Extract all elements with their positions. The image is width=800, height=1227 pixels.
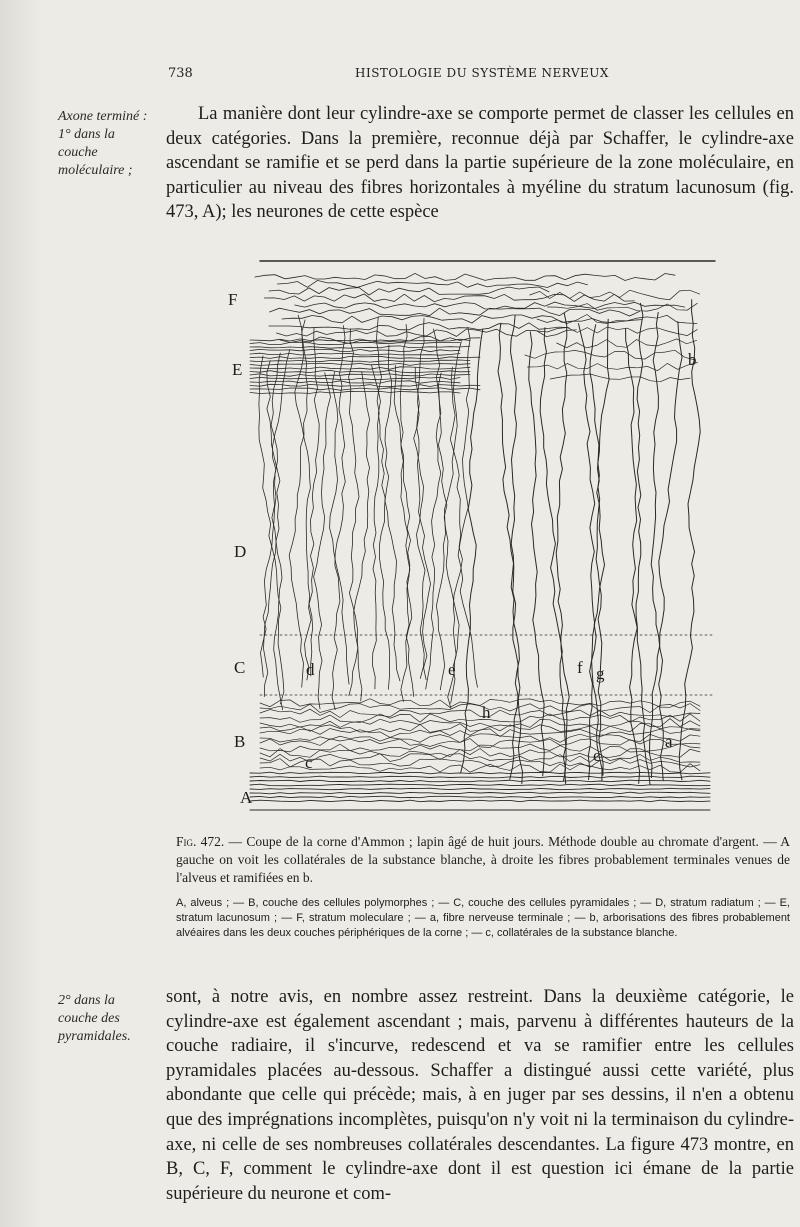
element-label-a: a <box>665 732 673 751</box>
layer-label-f: F <box>228 290 238 309</box>
figure-legend: A, alveus ; — B, couche des cellules polymorphes ; — C, couche des cellules pyramidales ; — D, stratum radiatum ; — E, stratum lacunosum ; — F, stratum moleculare ; — a, fibre nerveuse terminale ; — b, arborisations des fibres probablement alvéaires dans les deux couches périphériques de la corne ; — c, collatérales de la substance blanche. <box>176 897 790 939</box>
element-label-c-right: c <box>593 746 601 765</box>
running-header <box>0 66 800 86</box>
layer-label-d: D <box>234 542 247 561</box>
layer-label-c: C <box>234 658 246 677</box>
element-label-c-left: c <box>305 753 313 772</box>
histology-drawing <box>220 255 725 825</box>
element-label-h: h <box>482 703 491 722</box>
paragraph-1: La manière dont leur cylindre-axe se comporte permet de classer les cellules en deux catégories. Dans la première, reconnue déjà par Schaffer, le cylindre-axe ascendant se ramifie et se perd dans la partie supérieure de la zone moléculaire, en particulier au niveau des fibres horizontales à myéline du stratum lacunosum (fig. 473, A); les neurones de cette espèce <box>166 104 794 223</box>
layer-label-b: B <box>234 732 246 751</box>
element-label-g: g <box>596 664 605 683</box>
margin-note-axone-termine: Axone terminé : 1° dans la couche moléculaire ; <box>58 109 148 178</box>
nerve-fiber-drawing <box>250 261 715 810</box>
margin-note-couche-pyramidales: 2° dans la couche des pyramidales. <box>58 993 131 1044</box>
running-title: HISTOLOGIE DU SYSTÈME NERVEUX <box>355 66 609 80</box>
element-label-f: f <box>577 658 583 677</box>
figure-472 <box>220 255 725 825</box>
layer-label-a: A <box>240 788 253 807</box>
layer-label-e: E <box>232 360 243 379</box>
element-label-d: d <box>306 660 315 679</box>
caption-text: — Coupe de la corne d'Ammon ; lapin âgé de huit jours. Méthode double au chromate d'argent. — A gauche on voit les collatérales de la substance blanche, à droite les fibres probablement terminales venues de l'alveus et ramifiées en b. <box>176 834 790 885</box>
figure-number: Fig. 472. <box>176 834 225 849</box>
page-gutter-shadow <box>0 0 40 1227</box>
paragraph-2: sont, à notre avis, en nombre assez restreint. Dans la deuxième catégorie, le cylindre-axe est également ascendant ; mais, parvenu à différentes hauteurs de la couche radiaire, il s'incurve, redescend et va se ramifier entre les cellules pyramidales placées au-dessous. Schaffer a distingué aussi cette variété, plus abondante que celle qui précède; mais, à en juger par ses dessins, il n'en a obtenu que des imprégnations incomplètes, puisqu'on n'y voit ni la terminaison du cylindre-axe, ni celle de ses nombreuses collatérales descendantes. La figure 473 montre, en B, C, F, comment le cylindre-axe dont il est question ici émane de la partie supérieure du neurone et com- <box>166 987 794 1204</box>
element-label-e: e <box>448 660 456 679</box>
page-number: 738 <box>168 66 193 81</box>
element-label-b: b <box>688 350 697 369</box>
figure-caption <box>176 833 790 887</box>
